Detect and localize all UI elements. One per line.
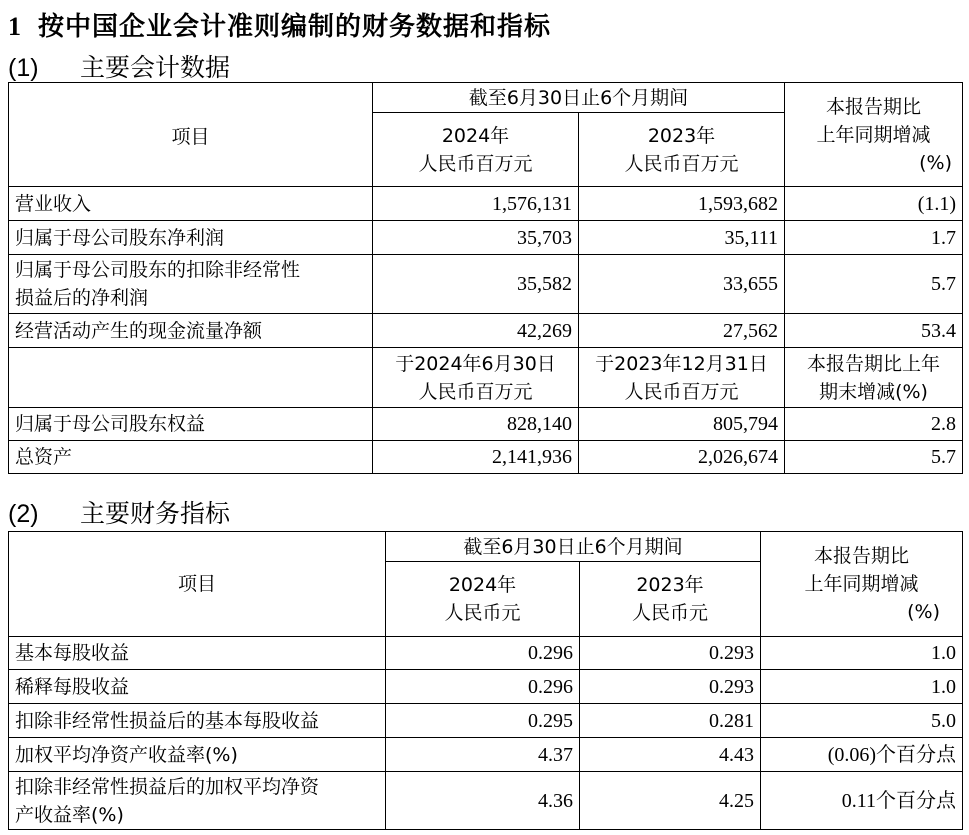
row-label: 归属于母公司股东的扣除非经常性 损益后的净利润 xyxy=(9,255,373,314)
table-row xyxy=(9,408,963,441)
table-row xyxy=(9,255,963,314)
value-2024: 0.296 xyxy=(386,670,580,704)
change-value: 5.7 xyxy=(785,255,963,314)
row-label: 稀释每股收益 xyxy=(9,670,386,704)
change-value: 2.8 xyxy=(785,408,963,441)
table-row xyxy=(9,187,963,221)
table-row xyxy=(9,441,963,474)
col-date-2023-header: 于2023年12月31日 人民币百万元 xyxy=(579,348,785,408)
change-value: (1.1) xyxy=(785,187,963,221)
table-row xyxy=(9,221,963,255)
value-2023: 2,026,674 xyxy=(579,441,785,474)
row-label: 扣除非经常性损益后的加权平均净资 产收益率(%) xyxy=(9,772,386,830)
page-title xyxy=(8,6,551,43)
section1-title: 主要会计数据 xyxy=(80,53,231,82)
item-header: 项目 xyxy=(9,83,373,187)
change-value: 5.0 xyxy=(761,704,963,738)
row-label: 基本每股收益 xyxy=(9,637,386,670)
value-2024: 4.37 xyxy=(386,738,580,772)
row-label: 加权平均净资产收益率(%) xyxy=(9,738,386,772)
section2-title: 主要财务指标 xyxy=(80,499,231,528)
value-2024: 35,703 xyxy=(373,221,579,255)
value-2023: 4.25 xyxy=(580,772,761,830)
row-label: 扣除非经常性损益后的基本每股收益 xyxy=(9,704,386,738)
row-label: 归属于母公司股东净利润 xyxy=(9,221,373,255)
row-label: 总资产 xyxy=(9,441,373,474)
value-2024: 42,269 xyxy=(373,314,579,348)
change-value: 1.7 xyxy=(785,221,963,255)
value-2024: 35,582 xyxy=(373,255,579,314)
change-header: 本报告期比 上年同期增减 (%) xyxy=(761,532,963,637)
empty-cell xyxy=(9,348,373,408)
section2-heading xyxy=(8,494,230,530)
sub-header-row xyxy=(9,348,963,408)
value-2024: 0.296 xyxy=(386,637,580,670)
change-value: 1.0 xyxy=(761,670,963,704)
table-row xyxy=(9,670,963,704)
table-row xyxy=(9,738,963,772)
change-value: 53.4 xyxy=(785,314,963,348)
value-2023: 4.43 xyxy=(580,738,761,772)
value-2023: 27,562 xyxy=(579,314,785,348)
row-label: 经营活动产生的现金流量净额 xyxy=(9,314,373,348)
title-text: 按中国企业会计准则编制的财务数据和指标 xyxy=(38,12,552,42)
value-2024: 0.295 xyxy=(386,704,580,738)
value-2024: 2,141,936 xyxy=(373,441,579,474)
col-2023-header: 2023年 人民币百万元 xyxy=(579,113,785,187)
value-2024: 828,140 xyxy=(373,408,579,441)
accounting-data-table xyxy=(8,82,963,474)
value-2024: 4.36 xyxy=(386,772,580,830)
change-value: 0.11个百分点 xyxy=(761,772,963,830)
item-header: 项目 xyxy=(9,532,386,637)
title-number: 1 xyxy=(8,12,22,41)
change-header: 本报告期比 上年同期增减 (%) xyxy=(785,83,963,187)
table-row xyxy=(9,314,963,348)
period-header: 截至6月30日止6个月期间 xyxy=(373,83,785,113)
value-2023: 0.293 xyxy=(580,670,761,704)
value-2024: 1,576,131 xyxy=(373,187,579,221)
financial-indicators-table xyxy=(8,531,963,830)
value-2023: 33,655 xyxy=(579,255,785,314)
section1-heading xyxy=(8,48,230,84)
value-2023: 0.281 xyxy=(580,704,761,738)
row-label: 归属于母公司股东权益 xyxy=(9,408,373,441)
period-header: 截至6月30日止6个月期间 xyxy=(386,532,761,562)
row-label: 营业收入 xyxy=(9,187,373,221)
change-value: 5.7 xyxy=(785,441,963,474)
col-date-2024-header: 于2024年6月30日 人民币百万元 xyxy=(373,348,579,408)
section1-number: (1) xyxy=(8,54,39,82)
change-value: (0.06)个百分点 xyxy=(761,738,963,772)
value-2023: 35,111 xyxy=(579,221,785,255)
section2-number: (2) xyxy=(8,500,39,528)
table-row xyxy=(9,772,963,830)
col-2023-header: 2023年 人民币元 xyxy=(580,562,761,637)
value-2023: 805,794 xyxy=(579,408,785,441)
col-2024-header: 2024年 人民币元 xyxy=(386,562,580,637)
value-2023: 1,593,682 xyxy=(579,187,785,221)
table-row xyxy=(9,637,963,670)
col-2024-header: 2024年 人民币百万元 xyxy=(373,113,579,187)
period-end-change-header: 本报告期比上年 期末增减(%) xyxy=(785,348,963,408)
value-2023: 0.293 xyxy=(580,637,761,670)
table-row xyxy=(9,704,963,738)
change-value: 1.0 xyxy=(761,637,963,670)
